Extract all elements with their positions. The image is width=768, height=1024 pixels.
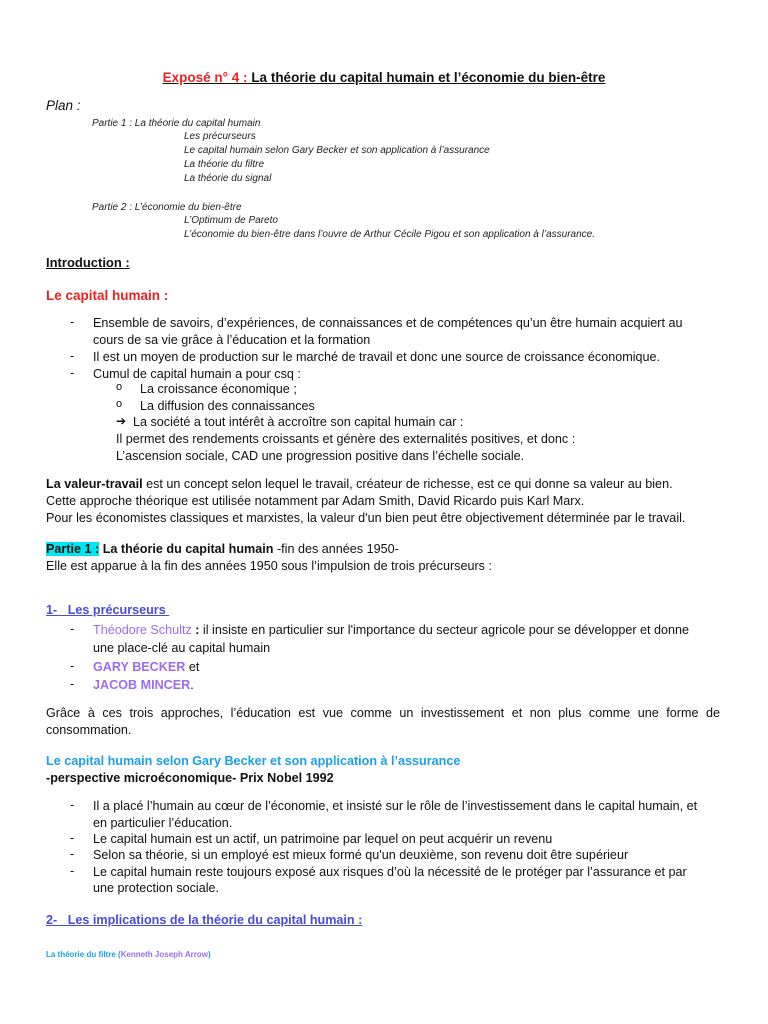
- arrow-right-icon: ➔: [116, 414, 127, 428]
- plan-label: Plan :: [46, 98, 81, 113]
- plan-part2-item: L’économie du bien-être dans l’ouvre de Arthur Cécile Pigou et son application à l’assurance.: [184, 229, 595, 240]
- dash-bullet: -: [70, 847, 75, 861]
- dash-bullet: -: [70, 831, 75, 845]
- arrow-line: La société a tout intérêt à accroître son capital humain car :: [133, 415, 464, 429]
- implications-heading[interactable]: 2- Les implications de la théorie du capital humain :: [46, 913, 363, 927]
- valeur-bold: La valeur-travail: [46, 477, 143, 491]
- filtre-author: Kenneth Joseph Arrow: [120, 950, 208, 959]
- capital-bullet: Cumul de capital humain a pour csq :: [93, 367, 301, 381]
- precurseurs-heading[interactable]: 1- Les précurseurs: [46, 603, 170, 617]
- valeur-line-1: [46, 476, 673, 493]
- becker-suffix: et: [185, 660, 200, 674]
- mincer-name: JACOB MINCER: [93, 678, 191, 692]
- schultz-colon: :: [191, 623, 200, 637]
- valeur-line-2: Cette approche théorique est utilisée notamment par Adam Smith, David Ricardo puis Karl Marx.: [46, 494, 585, 508]
- dash-bullet: -: [70, 677, 75, 691]
- becker-bullet: Selon sa théorie, si un employé est mieux formé qu'un deuxième, son revenu doit être supérieur: [93, 848, 629, 862]
- becker-item: [93, 659, 199, 676]
- becker-bullet: Le capital humain reste toujours exposé aux risques d’où la nécessité de le protéger par l’assurance et par: [93, 865, 687, 879]
- schultz-item: [93, 622, 689, 639]
- plan-part1-item: Les précurseurs: [184, 131, 256, 142]
- capital-sub-bullet: La croissance économique ;: [140, 382, 297, 396]
- schultz-text: il insiste en particulier sur l'importance du secteur agricole pour se développer et donne: [199, 623, 690, 637]
- plan-part1-item: La théorie du filtre: [184, 159, 265, 170]
- title-text: La théorie du capital humain et l’économie du bien-être: [247, 70, 606, 85]
- circle-bullet: o: [116, 398, 123, 410]
- capital-humain-heading: Le capital humain :: [46, 288, 169, 303]
- filtre-open: (: [115, 950, 121, 959]
- plan-part1-item: La théorie du signal: [184, 173, 272, 184]
- capital-line: L’ascension sociale, CAD une progression positive dans l’échelle sociale.: [116, 449, 525, 463]
- becker-bullet: Il a placé l’humain au cœur de l’économie, et insisté sur le rôle de l’investissement dans le capital humain, et: [93, 799, 698, 813]
- capital-bullet: Ensemble de savoirs, d’expériences, de connaissances et de compétences qu’un être humain acquiert au: [93, 316, 683, 330]
- becker-bullet: Le capital humain est un actif, un patrimoine par lequel on peut acquérir un revenu: [93, 832, 553, 846]
- becker-section-heading: Le capital humain selon Gary Becker et son application à l’assurance: [46, 754, 461, 768]
- schultz-item-cont: une place-clé au capital humain: [93, 641, 271, 655]
- mincer-item: [93, 677, 194, 694]
- dash-bullet: -: [70, 315, 75, 329]
- circle-bullet: o: [116, 381, 123, 393]
- document-title: [0, 70, 768, 85]
- plan-part1: Partie 1 : La théorie du capital humain: [92, 118, 261, 129]
- capital-bullet-cont: cours de sa vie grâce à l’éducation et la formation: [93, 333, 371, 347]
- capital-line: Il permet des rendements croissants et génère des externalités positives, et donc :: [116, 432, 576, 446]
- dash-bullet: -: [70, 622, 75, 636]
- dash-bullet: -: [70, 798, 75, 812]
- partie1-line: Elle est apparue à la fin des années 1950 sous l’impulsion de trois précurseurs :: [46, 559, 492, 573]
- capital-bullet: Il est un moyen de production sur le marché de travail et donc une source de croissance économique.: [93, 350, 661, 364]
- valeur-text: est un concept selon lequel le travail, créateur de richesse, est ce qui donne sa valeur au bien.: [142, 477, 673, 491]
- schultz-name: Théodore Schultz: [93, 623, 192, 637]
- filtre-close: ): [207, 950, 211, 959]
- plan-part2-item: L’Optimum de Pareto: [184, 215, 278, 226]
- filtre-line: [46, 944, 211, 962]
- valeur-line-3: Pour les économistes classiques et marxistes, la valeur d'un bien peut être objectivement déterminée par le travail.: [46, 511, 686, 525]
- becker-section-sub: -perspective microéconomique- Prix Nobel 1992: [46, 771, 334, 785]
- dash-bullet: -: [70, 366, 75, 380]
- plan-part1-item: Le capital humain selon Gary Becker et son application à l’assurance: [184, 145, 490, 156]
- mincer-suffix: .: [190, 678, 194, 692]
- partie1-heading: [46, 541, 399, 558]
- dash-bullet: -: [70, 864, 75, 878]
- becker-name: GARY BECKER: [93, 660, 186, 674]
- becker-bullet-cont: en particulier l’éducation.: [93, 816, 233, 830]
- partie1-suffix: -fin des années 1950-: [273, 542, 399, 556]
- partie1-label: Partie 1 :: [46, 542, 100, 556]
- filtre-label: La théorie du filtre: [46, 950, 116, 959]
- capital-sub-bullet: La diffusion des connaissances: [140, 399, 315, 413]
- grace-paragraph: Grâce à ces trois approches, l’éducation est vue comme un investissement et non plus comme une forme de consommation.: [46, 706, 720, 737]
- introduction-heading: Introduction :: [46, 255, 130, 270]
- plan-part2: Partie 2 : L’économie du bien-être: [92, 202, 242, 213]
- becker-bullet-cont: une protection sociale.: [93, 881, 220, 895]
- partie1-title: La théorie du capital humain: [99, 542, 274, 556]
- dash-bullet: -: [70, 659, 75, 673]
- dash-bullet: -: [70, 349, 75, 363]
- expose-number: Exposé n° 4 :: [162, 70, 248, 85]
